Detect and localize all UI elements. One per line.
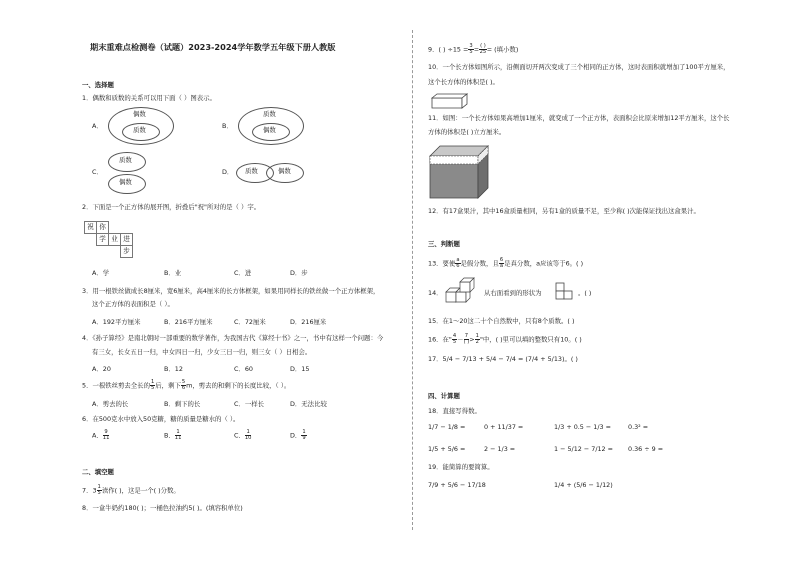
q16-fraction-3: $\frac{1}{2}$	[475, 333, 479, 346]
calc-item: 1/3 + 0.5 − 1/3 =	[554, 423, 611, 431]
q6-option-d[interactable]: D． $\frac{1}{9}$	[290, 429, 306, 442]
q4-option-a[interactable]: A．20	[92, 365, 111, 373]
q1-text: 1．偶数和质数的关系可以用下面（ ）图表示。	[82, 94, 216, 102]
q5-option-b[interactable]: B．剩下的长	[164, 400, 201, 408]
q3-option-b[interactable]: B．216平方厘米	[164, 318, 213, 326]
q2-text: 2．下面是一个正方体的展开图，折叠后"祝"所对的是（ ）字。	[82, 203, 261, 211]
q17-text: 17．5/4 − 7/13 + 5/4 − 7/4 = (7/4 + 5/13)。( )	[428, 355, 578, 363]
calc-item: 1/7 − 1/8 =	[428, 423, 466, 431]
section-judge: 三、判断题	[428, 240, 460, 248]
cube-stack-figure	[444, 276, 484, 306]
q6-option-c[interactable]: C． $\frac{1}{10}$	[234, 429, 252, 442]
q4-option-c[interactable]: C．60	[234, 365, 253, 373]
q14-text: 从右面看到的形状为	[484, 289, 542, 297]
side-view-figure	[554, 281, 578, 301]
q5-option-d[interactable]: D．无法比较	[290, 400, 327, 408]
q11-text-2: 方体的体积是( )立方厘米。	[428, 128, 506, 136]
q17-expression: 5/4 − 7/13 + 5/4 − 7/4 = (7/4 + 5/13)	[442, 355, 565, 363]
simplify-item: 7/9 + 5/6 − 17/18	[428, 481, 486, 489]
q1-option-b[interactable]: B．	[222, 122, 233, 130]
q13-text: 13．要使 $\frac{a}{6}$ 是假分数，且 $\frac{6}{a}$ 是真分数，a应该等于6。( )	[428, 257, 584, 270]
q3-option-d[interactable]: D．216厘米	[290, 318, 327, 326]
q7-fraction: $\frac{1}{5}$	[97, 484, 101, 497]
q1-option-d[interactable]: D．	[222, 168, 234, 176]
q2-option-c[interactable]: C．进	[234, 269, 252, 277]
exam-page: 期末重难点检测卷（试题）2023-2024学年数学五年级下册人教版 一、选择题 1．偶数和质数的关系可以用下面（ ）图表示。 A． 偶数 质数 B． 质数 偶数 C． 质数 偶数 D． 质数 偶数 2．下面是一个正方体的展开图，折叠后"祝"所对的是（ ）字。 祝 你 学 业 进 步 A．学 B．业 C．进 D．步 3．用一根铁丝做成长8厘米，宽6厘米，高4厘米的长方体框架，如果用同样长的铁丝做一个正方体框架， 这个正方体的表面积是（ ）。 A．192平方厘米 B．216平方厘米 C．72厘米 D．216厘米 4．《孙子算经》是南北朝时一部重要的数学著作，为我国古代《算经十书》之一，书中有这样一个问题：今 有三女，长女五日一归，中女四日一归，少女三日一归，则三女（ ）日相会。 A．20 B．12 C．60 D．15 5．一根铁丝剪去全长的 $\frac{1}{5}$ 后，剩下 $\frac{5}{6}$ m，剪去的和剩下的长度比较，（ ）。 A．剪去的长 B．剩下的长 C．一样长 D．无法比较 6．在500克水中放入50克糖，糖的质量是糖水的（ ）。 A． $\frac{9}{11}$ B． $\frac{1}{11}$ C． $\frac{1}{10}$ D． $\frac{1}{9}$ 二、填空题 7．3 $\frac{1}{5}$ 读作( )，这是一个( )分数。 8．一盒牛奶约180( )；一桶色拉油约5( )。(填容积单位) 9．( ) ÷15 = $\frac{3}{5}$ = $\frac{( )}{25}$ = (填小数) 10．一个长方体如图所示，沿侧面切开两次变成了三个相同的正方体，这时表面积就增加了100平方厘米， 这个长方体的体积是( )。 11．如图：一个长方体如果高增加1厘米，就变成了一个正方体，表面积会比原来增加12平方厘米，这个长 方体的体积是( )立方厘米。 12．有17盒果汁，其中16盒质量相同，另有1盒的质量不足，至少称( )次能保证找出这盒果汁。 三、判断题 13．要使 $\frac{a}{6}$ 是假分数，且 $\frac{6}{a}$ 是真分数，a应该等于6。( ) 14． 从右面看到的形状为 。( ) 15．在1～20这二十个自然数中，只有8个质数。( ) 16．在" $\frac{4}{5}$ － $\frac{7}{( )}$ > $\frac{1}{2}$ "中，( )里可以填的整数只有10。( ) 17．5/4 − 7/13 + 5/4 − 7/4 = (7/4 + 5/13)。( ) 四、计算题 18．直接写得数。 1/7 − 1/8 = 0 + 11/37 = 1/3 + 0.5 − 1/3 = 0.3² = 1/5 + 5/6 = 2 − 1/3 = 1 − 5/12 − 7/12 = 0.36 ÷ 9 = 19．能简算的要简算。 7/9 + 5/6 − 17/18 1/4 + (5/6 − 1/12)	[0, 0, 794, 562]
section-fill: 二、填空题	[82, 468, 114, 476]
calc-item: 0.36 ÷ 9 =	[628, 445, 664, 453]
q5-option-a[interactable]: A．剪去的长	[92, 400, 129, 408]
q7-text: 7．3 $\frac{1}{5}$ 读作( )，这是一个( )分数。	[82, 484, 180, 497]
q4-text-1: 4．《孙子算经》是南北朝时一部重要的数学著作，为我国古代《算经十书》之一，书中有这样一个问题：今	[82, 334, 384, 342]
q13-fraction-2: $\frac{6}{a}$	[499, 257, 504, 270]
calc-item: 2 − 1/3 =	[484, 445, 516, 453]
q14-judge: 。( )	[578, 289, 592, 297]
q18-text: 18．直接写得数。	[428, 407, 481, 415]
q4-option-b[interactable]: B．12	[164, 365, 183, 373]
page-title: 期末重难点检测卷（试题）2023-2024学年数学五年级下册人教版	[90, 42, 336, 52]
q16-text: 16．在" $\frac{4}{5}$ － $\frac{7}{( )}$ > $\frac{1}{2}$ "中，( )里可以填的整数只有10。( )	[428, 333, 582, 346]
q14-number: 14．	[428, 289, 443, 297]
q6-option-b[interactable]: B． $\frac{1}{11}$	[164, 429, 182, 442]
q12-text: 12．有17盒果汁，其中16盒质量相同，另有1盒的质量不足，至少称( )次能保证找出这盒果汁。	[428, 207, 700, 215]
q10-text-2: 这个长方体的体积是( )。	[428, 78, 499, 86]
cuboid-figure	[430, 93, 470, 109]
q6-option-a[interactable]: A． $\frac{9}{11}$	[92, 429, 110, 442]
q4-text-2: 有三女，长女五日一归，中女四日一归，少女三日一归，则三女（ ）日相会。	[92, 348, 312, 356]
column-divider	[412, 30, 413, 530]
q19-text: 19．能简算的要简算。	[428, 463, 494, 471]
q13-fraction-1: $\frac{a}{6}$	[456, 257, 460, 270]
q3-text-1: 3．用一根铁丝做成长8厘米，宽6厘米，高4厘米的长方体框架，如果用同样长的铁丝做一个正方体框架，	[82, 287, 380, 295]
q5-fraction-1: $\frac{1}{5}$	[150, 379, 155, 392]
q4-option-d[interactable]: D．15	[290, 365, 310, 373]
calc-item: 0 + 11/37 =	[484, 423, 524, 431]
q2-option-a[interactable]: A．学	[92, 269, 110, 277]
q1-option-a[interactable]: A．	[92, 122, 103, 130]
simplify-item: 1/4 + (5/6 − 1/12)	[554, 481, 613, 489]
q9-text: 9．( ) ÷15 = $\frac{3}{5}$ = $\frac{( )}{25}$ = (填小数)	[428, 43, 519, 56]
q3-option-a[interactable]: A．192平方厘米	[92, 318, 141, 326]
q6-text: 6．在500克水中放入50克糖，糖的质量是糖水的（ ）。	[82, 415, 240, 423]
section-choice: 一、选择题	[82, 81, 114, 89]
q5-option-c[interactable]: C．一样长	[234, 400, 265, 408]
q9-fraction-1: $\frac{3}{5}$	[469, 43, 473, 56]
q10-text-1: 10．一个长方体如图所示，沿侧面切开两次变成了三个相同的正方体，这时表面积就增加了100平方厘米，	[428, 63, 730, 71]
q3-text-2: 这个正方体的表面积是（ ）。	[92, 300, 174, 308]
q11-text-1: 11．如图：一个长方体如果高增加1厘米，就变成了一个正方体，表面积会比原来增加12平方厘米，这个长	[428, 114, 730, 122]
q16-fraction-2: $\frac{7}{( )}$	[463, 333, 470, 346]
q15-text: 15．在1～20这二十个自然数中，只有8个质数。( )	[428, 317, 575, 325]
q3-option-c[interactable]: C．72厘米	[234, 318, 266, 326]
q5-text: 5．一根铁丝剪去全长的 $\frac{1}{5}$ 后，剩下 $\frac{5}{6}$ m，剪去的和剩下的长度比较，（ ）。	[82, 379, 291, 392]
calc-item: 1 − 5/12 − 7/12 =	[554, 445, 613, 453]
q8-text: 8．一盒牛奶约180( )；一桶色拉油约5( )。(填容积单位)	[82, 504, 243, 512]
calc-item: 1/5 + 5/6 =	[428, 445, 466, 453]
q16-fraction-1: $\frac{4}{5}$	[452, 333, 457, 346]
calc-item: 0.3² =	[628, 423, 649, 431]
q5-fraction-2: $\frac{5}{6}$	[181, 379, 186, 392]
section-calc: 四、计算题	[428, 392, 460, 400]
q1-option-c[interactable]: C．	[92, 168, 103, 176]
q9-fraction-2: $\frac{( )}{25}$	[479, 43, 487, 56]
q2-option-d[interactable]: D．步	[290, 269, 308, 277]
cube-net: 祝 你 学 业 进 步	[84, 221, 133, 258]
cuboid-figure-2	[428, 142, 490, 200]
q2-option-b[interactable]: B．业	[164, 269, 182, 277]
